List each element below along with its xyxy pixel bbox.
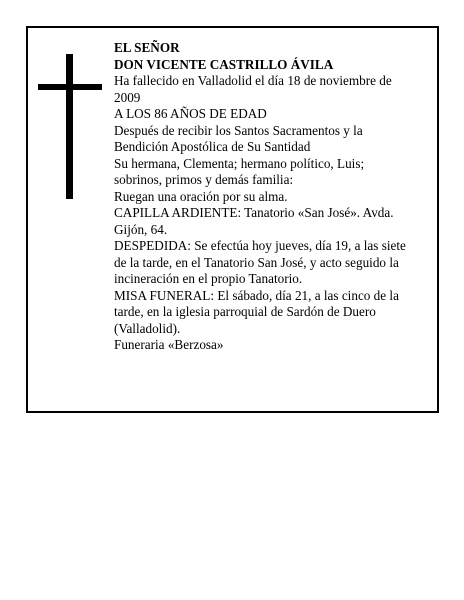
chapel-info: CAPILLA ARDIENTE: Tanatorio «San José». Avda. Gijón, 64. [114,205,394,237]
age-statement: A LOS 86 AÑOS DE EDAD [114,106,267,121]
farewell-info: DESPEDIDA: Se efectúa hoy jueves, día 19, a las siete de la tarde, en el Tanatorio San José, y acto seguido la incineración en el propio Tanatorio. [114,238,406,286]
notice-text [114,40,414,354]
mass-info: MISA FUNERAL: El sábado, día 21, a las cinco de la tarde, en la iglesia parroquial de Sardón de Duero (Valladolid). [114,287,399,336]
honorific: EL SEÑOR [114,40,180,55]
funeral-home: Funeraria «Berzosa» [114,337,224,352]
cross-horizontal-bar [38,84,102,90]
sacraments-statement: Después de recibir los Santos Sacramentos y la Bendición Apostólica de Su Santidad [114,122,363,154]
family-statement: Su hermana, Clementa; hermano político, Luis; sobrinos, primos y demás familia: [114,155,365,187]
obituary-notice [26,26,439,413]
deceased-name: DON VICENTE CASTRILLO ÁVILA [114,56,334,72]
cross-vertical-bar [66,54,73,199]
prayer-request: Ruegan una oración por su alma. [114,188,288,204]
death-statement: Ha fallecido en Valladolid el día 18 de noviembre de 2009 [114,73,392,105]
cross-icon [38,54,102,199]
